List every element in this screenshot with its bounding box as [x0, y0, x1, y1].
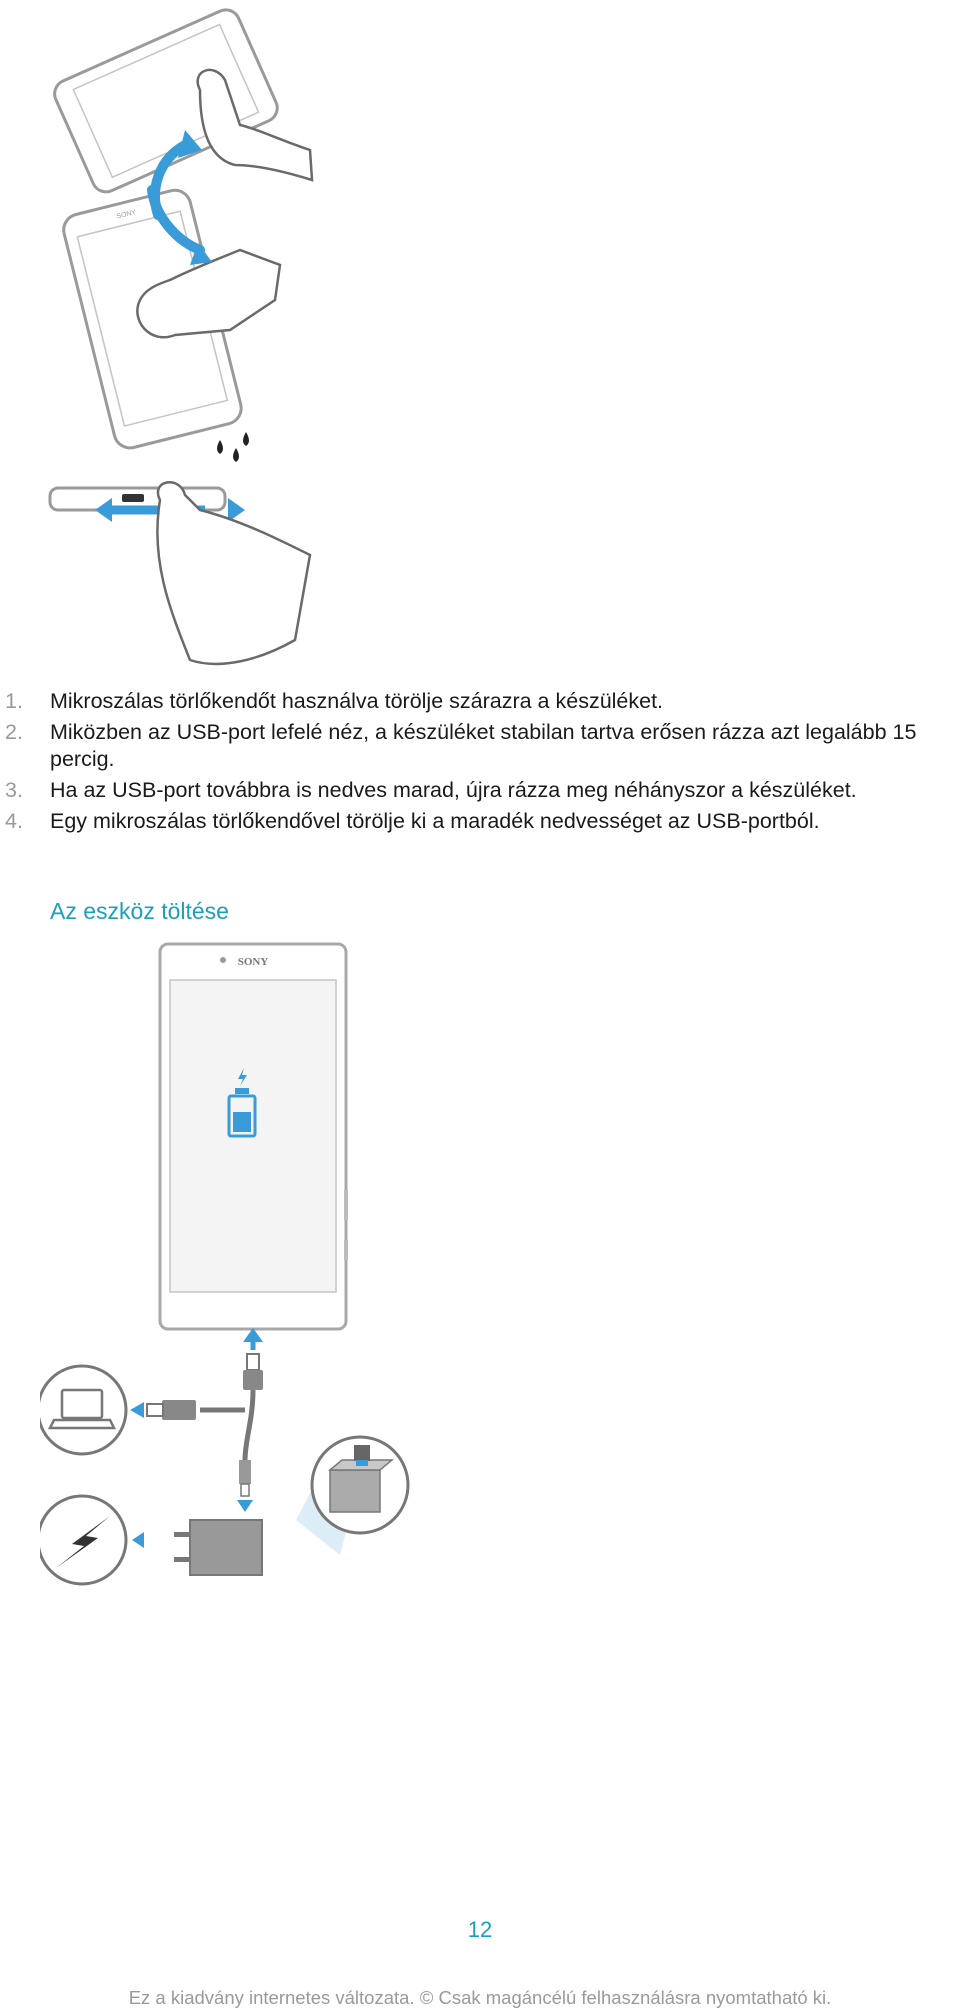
list-item	[0, 719, 960, 773]
phone-drying-illustration	[40, 0, 340, 690]
step-text: Mikroszálas törlőkendőt használva törölje szárazra a készüléket.	[50, 689, 664, 713]
step-text: Egy mikroszálas törlőkendővel törölje ki a maradék nedvességet az USB-portból.	[50, 809, 820, 833]
drying-steps-list	[0, 688, 960, 839]
step-number: 1.	[5, 689, 23, 713]
usb-cable-icon	[147, 1354, 263, 1496]
charging-illustration	[40, 940, 420, 1600]
water-drops-icon	[217, 432, 249, 462]
list-item	[0, 777, 960, 804]
charger-icon	[174, 1520, 262, 1575]
step-number: 4.	[5, 809, 23, 833]
step-number: 2.	[5, 720, 23, 744]
usb-port	[122, 494, 144, 502]
footer-note: Ez a kiadvány internetes változata. © Csak magáncélú felhasználásra nyomtatható ki.	[128, 1987, 832, 2008]
phone-brand-logo: SONY	[237, 956, 269, 968]
section-heading: Az eszköz töltése	[50, 898, 229, 924]
step-text: Ha az USB-port továbbra is nedves marad, újra rázza meg néhányszor a készüléket.	[50, 778, 857, 802]
list-item	[0, 688, 960, 715]
svg-text:SONY: SONY	[115, 208, 137, 221]
step-number: 3.	[5, 778, 23, 802]
step-text: Miközben az USB-port lefelé néz, a készüléket stabilan tartva erősen rázza azt legalább 15 percig.	[50, 720, 917, 771]
list-item	[0, 808, 960, 835]
page-number: 12	[467, 1917, 493, 1942]
